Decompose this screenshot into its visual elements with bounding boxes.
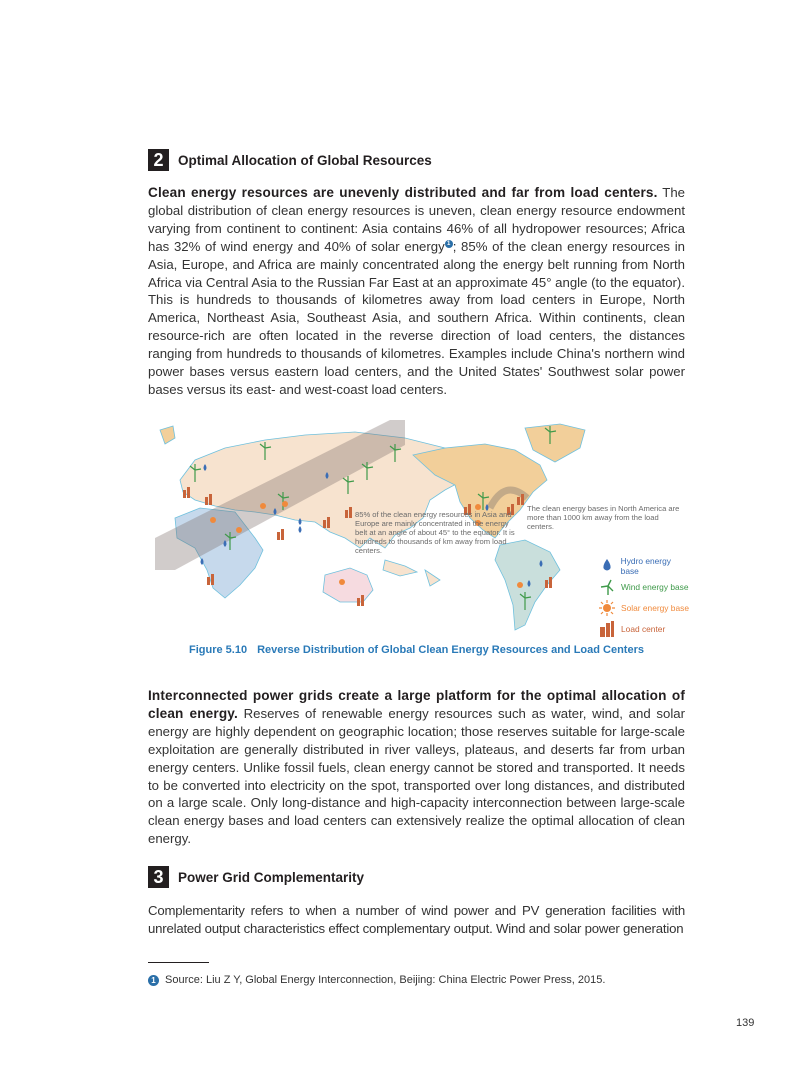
paragraph-body: Complementarity refers to when a number of wind power and PV generation facilities with unrelated output characteristics effect complementary output. Wind and solar power generation [148,903,685,936]
figure-caption [148,644,685,656]
footnote-number-icon: 1 [148,975,159,986]
paragraph-complementarity [148,902,685,938]
paragraph-body: The global distribution of clean energy resources is uneven, clean energy resource endowment varying from continent to continent: Asia contains 46% of all hydropower resources; Africa has 32% of wind energy and 40% of solar energy [148,185,685,254]
page-number: 139 [736,1017,755,1029]
section-heading-2 [148,149,432,171]
paragraph-lead: Interconnected power grids create a large platform for the optimal allocation of clean energy. [148,688,685,721]
figure-number: Figure 5.10 [188,644,248,656]
hydro-drop-icon [599,558,615,574]
footnote-divider [148,962,209,963]
paragraph-lead: Clean energy resources are unevenly distributed and far from load centers. [148,185,658,200]
legend-item-hydro: Hydro energy base [599,555,690,576]
legend-item-solar: Solar energy base [599,597,690,618]
section-number: 2 [148,149,169,171]
section-title: Optimal Allocation of Global Resources [178,152,432,168]
figure-world-map [155,420,690,638]
sun-icon [599,600,615,616]
section-title: Power Grid Complementarity [178,869,365,885]
building-icon [599,621,615,637]
section-heading-3 [148,866,364,888]
paragraph-body-cont: ; 85% of the clean energy resources in Asia, Europe, and Africa are mainly concentrated along the energy belt running from North Africa via Central Asia to the Russian Far East at an approximate 45° angle (to the equator). This is hundreds to thousands of kilometres away from load centers in Europe, North America, Northeast Asia, Southeast Asia, and southern Africa. Within continents, clean resource-rich are often located in the reverse direction of load centers, the distances ranging from hundreds to thousands of kilometres. Examples include China's northern wind power bases versus eastern load centers, and the United States' Southwest solar power bases versus its east- and west-coast load centers. [148,238,685,397]
paragraph-interconnected-grids [148,687,685,848]
wind-turbine-icon [599,579,615,595]
footnote-marker-icon[interactable]: 1 [445,240,453,248]
legend-item-load: Load center [599,618,690,639]
paragraph-body: Reserves of renewable energy resources such as water, wind, and solar energy are highly dependent on geographic location; those reserves suitable for large-scale exploitation are generally distributed in river valleys, plateaus, and deserts far from urban energy centers. Unlike fossil fuels, clean energy cannot be stored and transported. It needs to be converted into electricity on the spot, transported over long distances, and distributed on a large scale. Only long-distance and high-capacity interconnection between large-scale clean energy bases and load centers can extensively realize the optimal allocation of clean energy. [148,705,685,847]
footnote-text: Source: Liu Z Y, Global Energy Interconnection, Beijing: China Electric Power Press, 2015. [165,974,606,986]
north-america-annotation: The clean energy bases in North America are more than 1000 km away from the load centers. [527,504,680,531]
section-number: 3 [148,866,169,888]
australia-region [323,568,373,602]
map-legend [599,555,690,639]
eurasia-annotation: 85% of the clean energy resources in Asia and Europe are mainly concentrated in the energy belt at an angle of about 45° to the equator. It is hundreds to thousands of km away from load centers. [355,510,515,555]
figure-title: Reverse Distribution of Global Clean Energy Resources and Load Centers [257,644,644,656]
paragraph-uneven-distribution [148,184,685,399]
legend-item-wind: Wind energy base [599,576,690,597]
footnote [148,974,605,986]
